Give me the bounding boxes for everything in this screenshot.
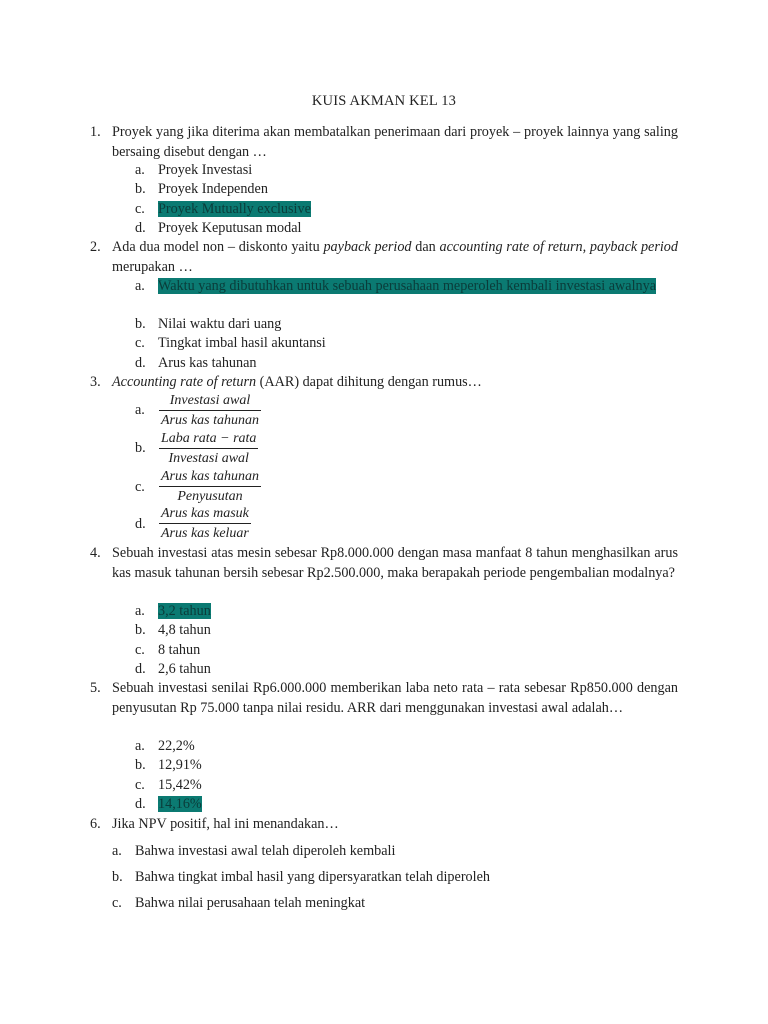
option-letter: c. xyxy=(112,895,122,911)
option-text: 12,91% xyxy=(158,757,202,773)
formula-3c xyxy=(159,468,261,505)
question-6 xyxy=(90,815,678,835)
option-4c xyxy=(135,641,679,661)
fraction-bar xyxy=(159,523,251,524)
question-number: 6. xyxy=(90,816,101,832)
option-letter: d. xyxy=(135,516,146,532)
option-2a xyxy=(135,277,679,297)
option-text: 4,8 tahun xyxy=(158,622,211,638)
answer-highlight: Proyek Mutually exclusive xyxy=(158,201,311,217)
option-letter: d. xyxy=(135,661,146,677)
option-letter: d. xyxy=(135,355,146,371)
option-letter: c. xyxy=(135,335,145,351)
option-text: Proyek Investasi xyxy=(158,162,253,178)
question-text xyxy=(112,238,678,277)
fraction-bar xyxy=(159,410,261,411)
option-4d xyxy=(135,660,679,680)
option-2c xyxy=(135,334,679,354)
answer-highlight: 14,16% xyxy=(158,796,202,812)
option-1c xyxy=(135,200,679,220)
option-letter: d. xyxy=(135,796,146,812)
option-text: 22,2% xyxy=(158,738,195,754)
option-letter: b. xyxy=(112,869,123,885)
option-letter: c. xyxy=(135,479,145,495)
option-5b xyxy=(135,756,679,776)
fraction-numerator: Arus kas masuk xyxy=(161,506,249,521)
option-text: Bahwa investasi awal telah diperoleh kembali xyxy=(135,843,396,859)
fraction-denominator: Arus kas keluar xyxy=(161,526,249,541)
option-text: 2,6 tahun xyxy=(158,661,211,677)
question-text xyxy=(112,373,678,393)
option-2d xyxy=(135,354,679,374)
question-text: Sebuah investasi senilai Rp6.000.000 memberikan laba neto rata – rata sebesar Rp850.000 dengan penyusutan Rp 75.000 tanpa nilai residu. ARR dari menggunakan investasi awal adalah… xyxy=(112,680,678,716)
fraction-numerator: Investasi awal xyxy=(169,393,251,408)
text-italic: payback period xyxy=(323,239,412,255)
question-number: 3. xyxy=(90,374,101,390)
option-letter: b. xyxy=(135,316,146,332)
option-letter: a. xyxy=(112,843,122,859)
option-letter: b. xyxy=(135,440,146,456)
question-5 xyxy=(90,679,678,718)
option-text: Tingkat imbal hasil akuntansi xyxy=(158,335,326,351)
question-text: Proyek yang jika diterima akan membatalkan penerimaan dari proyek – proyek lainnya yang saling bersaing disebut dengan … xyxy=(112,124,678,160)
option-letter: a. xyxy=(135,278,145,294)
option-letter: a. xyxy=(135,738,145,754)
fraction-bar xyxy=(159,448,258,449)
question-2 xyxy=(90,238,678,277)
option-2b xyxy=(135,315,679,335)
text-italic: accounting rate of return, payback period xyxy=(439,239,678,255)
option-4a xyxy=(135,602,679,622)
option-text: 8 tahun xyxy=(158,642,201,658)
text-italic: Accounting rate of return xyxy=(112,374,257,390)
option-1d xyxy=(135,219,679,239)
fraction-numerator: Arus kas tahunan xyxy=(161,469,259,484)
option-text: Nilai waktu dari uang xyxy=(158,316,282,332)
question-number: 5. xyxy=(90,680,101,696)
question-1 xyxy=(90,123,678,162)
option-text: Bahwa tingkat imbal hasil yang dipersyaratkan telah diperoleh xyxy=(135,869,490,885)
question-3 xyxy=(90,373,678,393)
option-1b xyxy=(135,180,679,200)
option-text: Arus kas tahunan xyxy=(158,355,257,371)
option-text: Proyek Independen xyxy=(158,181,268,197)
fraction-denominator: Penyusutan xyxy=(177,489,243,504)
option-letter: d. xyxy=(135,220,146,236)
option-text: 15,42% xyxy=(158,777,202,793)
answer-highlight: Waktu yang dibutuhkan untuk sebuah perusahaan meperoleh kembali investasi awalnya xyxy=(158,278,657,294)
option-5c xyxy=(135,776,679,796)
formula-3a xyxy=(159,392,261,429)
option-5a xyxy=(135,737,679,757)
option-1a xyxy=(135,161,679,181)
option-letter: a. xyxy=(135,603,145,619)
option-text: Bahwa nilai perusahaan telah meningkat xyxy=(135,895,366,911)
option-6b xyxy=(112,868,656,888)
page-title: KUIS AKMAN KEL 13 xyxy=(311,93,457,109)
option-letter: c. xyxy=(135,201,145,217)
text-run: Ada dua model non – diskonto yaitu xyxy=(112,239,324,255)
question-number: 2. xyxy=(90,239,101,255)
option-letter: c. xyxy=(135,642,145,658)
question-number: 1. xyxy=(90,124,101,140)
text-run: merupakan … xyxy=(112,258,193,275)
question-number: 4. xyxy=(90,545,101,561)
fraction-bar xyxy=(159,486,261,487)
fraction-numerator: Laba rata − rata xyxy=(161,431,257,446)
option-6c xyxy=(112,894,656,914)
option-letter: a. xyxy=(135,402,145,418)
question-text: Jika NPV positif, hal ini menandakan… xyxy=(112,816,339,832)
option-letter: c. xyxy=(135,777,145,793)
fraction-denominator: Arus kas tahunan xyxy=(161,413,259,428)
option-4b xyxy=(135,621,679,641)
text-run: dan xyxy=(411,239,440,255)
answer-highlight: 3,2 tahun xyxy=(158,603,211,619)
fraction-denominator: Investasi awal xyxy=(168,451,249,466)
option-letter: b. xyxy=(135,181,146,197)
question-4 xyxy=(90,544,678,583)
option-letter: b. xyxy=(135,622,146,638)
option-6a xyxy=(112,842,656,862)
formula-3b xyxy=(159,430,258,467)
option-letter: b. xyxy=(135,757,146,773)
formula-3d xyxy=(159,505,251,542)
text-run: (AAR) dapat dihitung dengan rumus… xyxy=(256,374,482,390)
option-letter: a. xyxy=(135,162,145,178)
option-5d xyxy=(135,795,679,815)
question-text: Sebuah investasi atas mesin sebesar Rp8.000.000 dengan masa manfaat 8 tahun menghasilkan arus kas masuk tahunan bersih sebesar Rp2.500.000, maka berapakah periode pengembalian modalnya? xyxy=(112,545,678,581)
option-text: Proyek Keputusan modal xyxy=(158,220,302,236)
